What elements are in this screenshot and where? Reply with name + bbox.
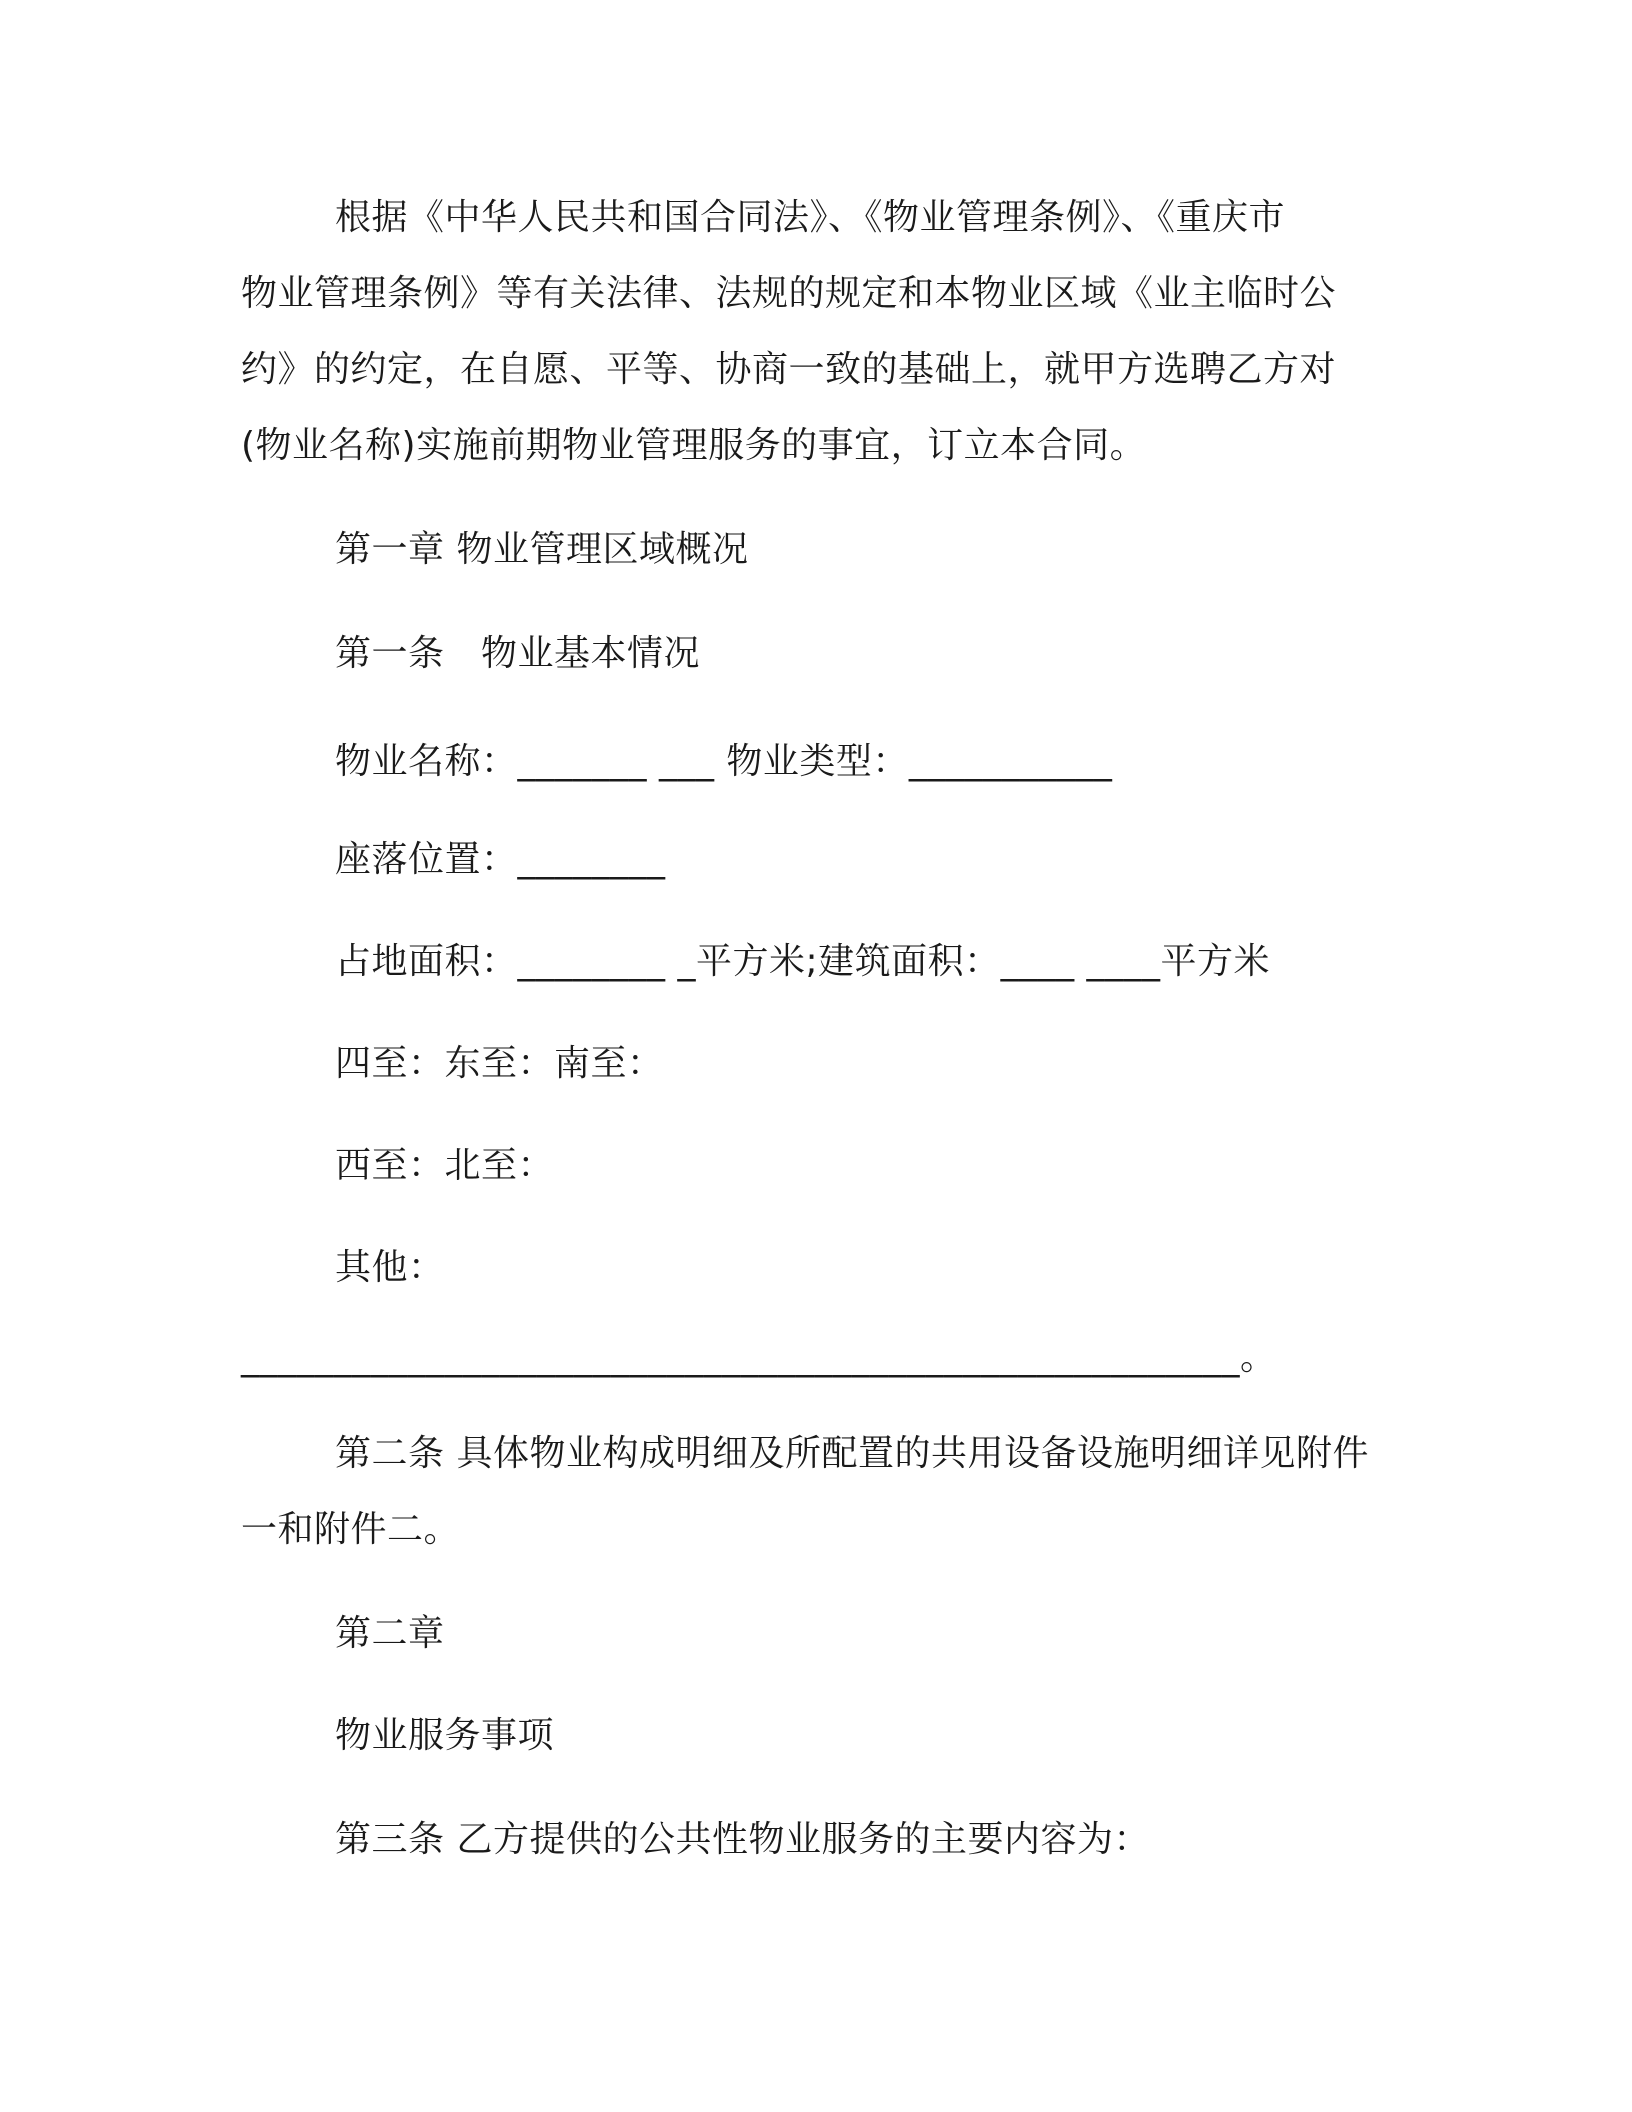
property-name-line: 物业名称：_______ ___ 物业类型：___________	[335, 741, 1113, 782]
preamble-line-3: 约》的约定，在自愿、平等、协商一致的基础上，就甲方选聘乙方对	[241, 349, 1337, 390]
area-line: 占地面积：________ _平方米;建筑面积：____ ____平方米	[335, 941, 1271, 982]
preamble-line-2: 物业管理条例》等有关法律、法规的规定和本物业区域《业主临时公	[241, 273, 1337, 314]
chapter-1-title: 第一章 物业管理区域概况	[335, 529, 749, 570]
chapter-2-title: 第二章	[335, 1613, 445, 1654]
location-line: 座落位置：________	[335, 839, 666, 880]
chapter-2-subtitle: 物业服务事项	[335, 1715, 555, 1756]
bounds-line-1: 四至：东至：南至：	[335, 1043, 664, 1084]
other-label: 其他：	[335, 1247, 445, 1288]
bounds-line-2: 西至：北至：	[335, 1145, 555, 1186]
other-blank-line: ______________________________________________________。	[241, 1337, 1277, 1378]
preamble-line-1: 根据《中华人民共和国合同法》、《物业管理条例》、《重庆市	[335, 197, 1286, 238]
preamble-line-4: (物业名称)实施前期物业管理服务的事宜，订立本合同。	[241, 425, 1147, 466]
article-1-title: 第一条 物业基本情况	[335, 633, 701, 674]
article-3-title: 第三条 乙方提供的公共性物业服务的主要内容为：	[335, 1819, 1150, 1860]
article-2-line-1: 第二条 具体物业构成明细及所配置的共用设备设施明细详见附件	[335, 1433, 1369, 1474]
article-2-line-2: 一和附件二。	[241, 1509, 461, 1550]
